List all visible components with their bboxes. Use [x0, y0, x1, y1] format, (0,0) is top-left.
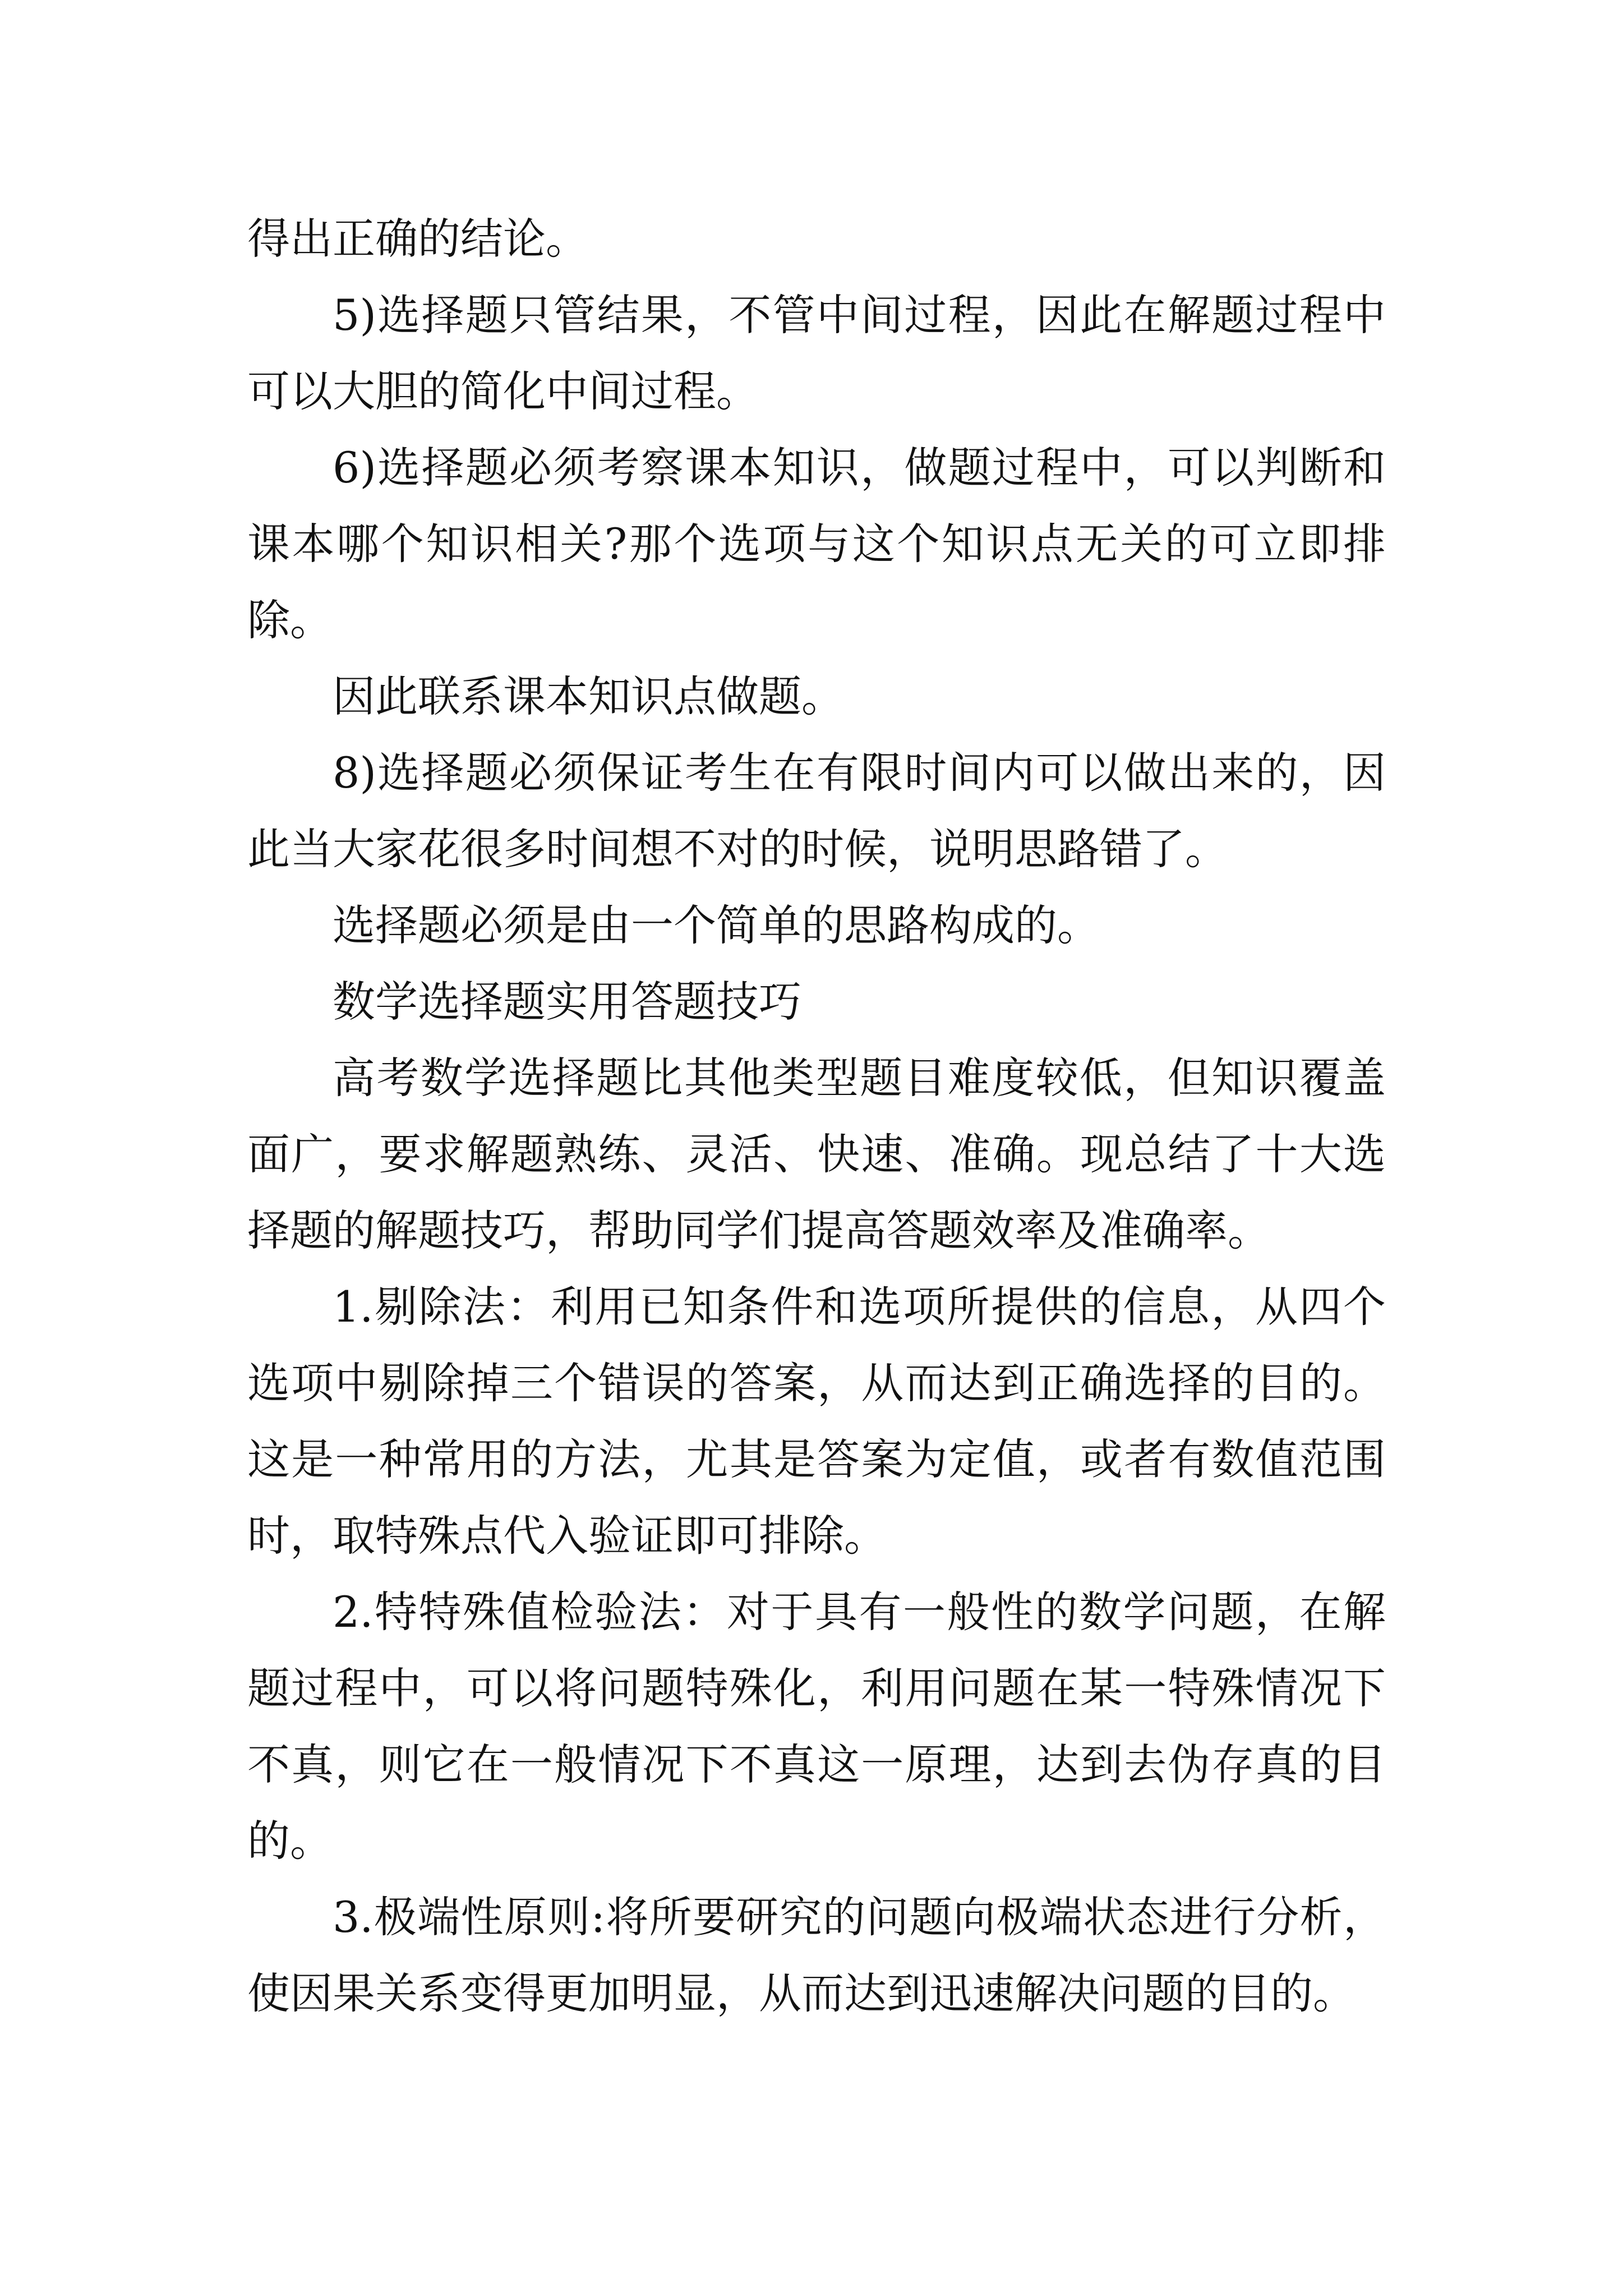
paragraph-simple-idea: 选择题必须是由一个简单的思路构成的。 — [333, 900, 1100, 950]
paragraph-method-3: 3.极端性原则:将所要研究的问题向极端状态进行分析，使因果关系变得更加明显，从而达到迅速解决问题的目的。 — [247, 1892, 1386, 2018]
paragraph-method-2: 2.特特殊值检验法：对于具有一般性的数学问题，在解题过程中，可以将问题特殊化，利用问题在某一特殊情况下不真，则它在一般情况下不真这一原理，达到去伪存真的目的。 — [247, 1587, 1386, 1866]
paragraph-textbook-link: 因此联系课本知识点做题。 — [333, 671, 844, 721]
paragraph-tip-8: 8)选择题必须保证考生在有限时间内可以做出来的，因此当大家花很多时间想不对的时候，说明思路错了。 — [247, 748, 1386, 874]
paragraph-conclusion-tail: 得出正确的结论。 — [247, 214, 588, 264]
paragraph-tip-6: 6)选择题必须考察课本知识，做题过程中，可以判断和课本哪个知识相关?那个选项与这个知识点无关的可立即排除。 — [247, 443, 1386, 645]
paragraph-intro: 高考数学选择题比其他类型题目难度较低，但知识覆盖面广，要求解题熟练、灵活、快速、准确。现总结了十大选择题的解题技巧，帮助同学们提高答题效率及准确率。 — [247, 1053, 1386, 1255]
document-body — [247, 201, 1386, 2032]
paragraph-method-1: 1.剔除法：利用已知条件和选项所提供的信息，从四个选项中剔除掉三个错误的答案，从而达到正确选择的目的。这是一种常用的方法，尤其是答案为定值，或者有数值范围时，取特殊点代入验证即可排除。 — [247, 1282, 1386, 1561]
paragraph-tip-5: 5)选择题只管结果，不管中间过程，因此在解题过程中可以大胆的简化中间过程。 — [247, 290, 1386, 416]
section-heading: 数学选择题实用答题技巧 — [333, 977, 801, 1027]
